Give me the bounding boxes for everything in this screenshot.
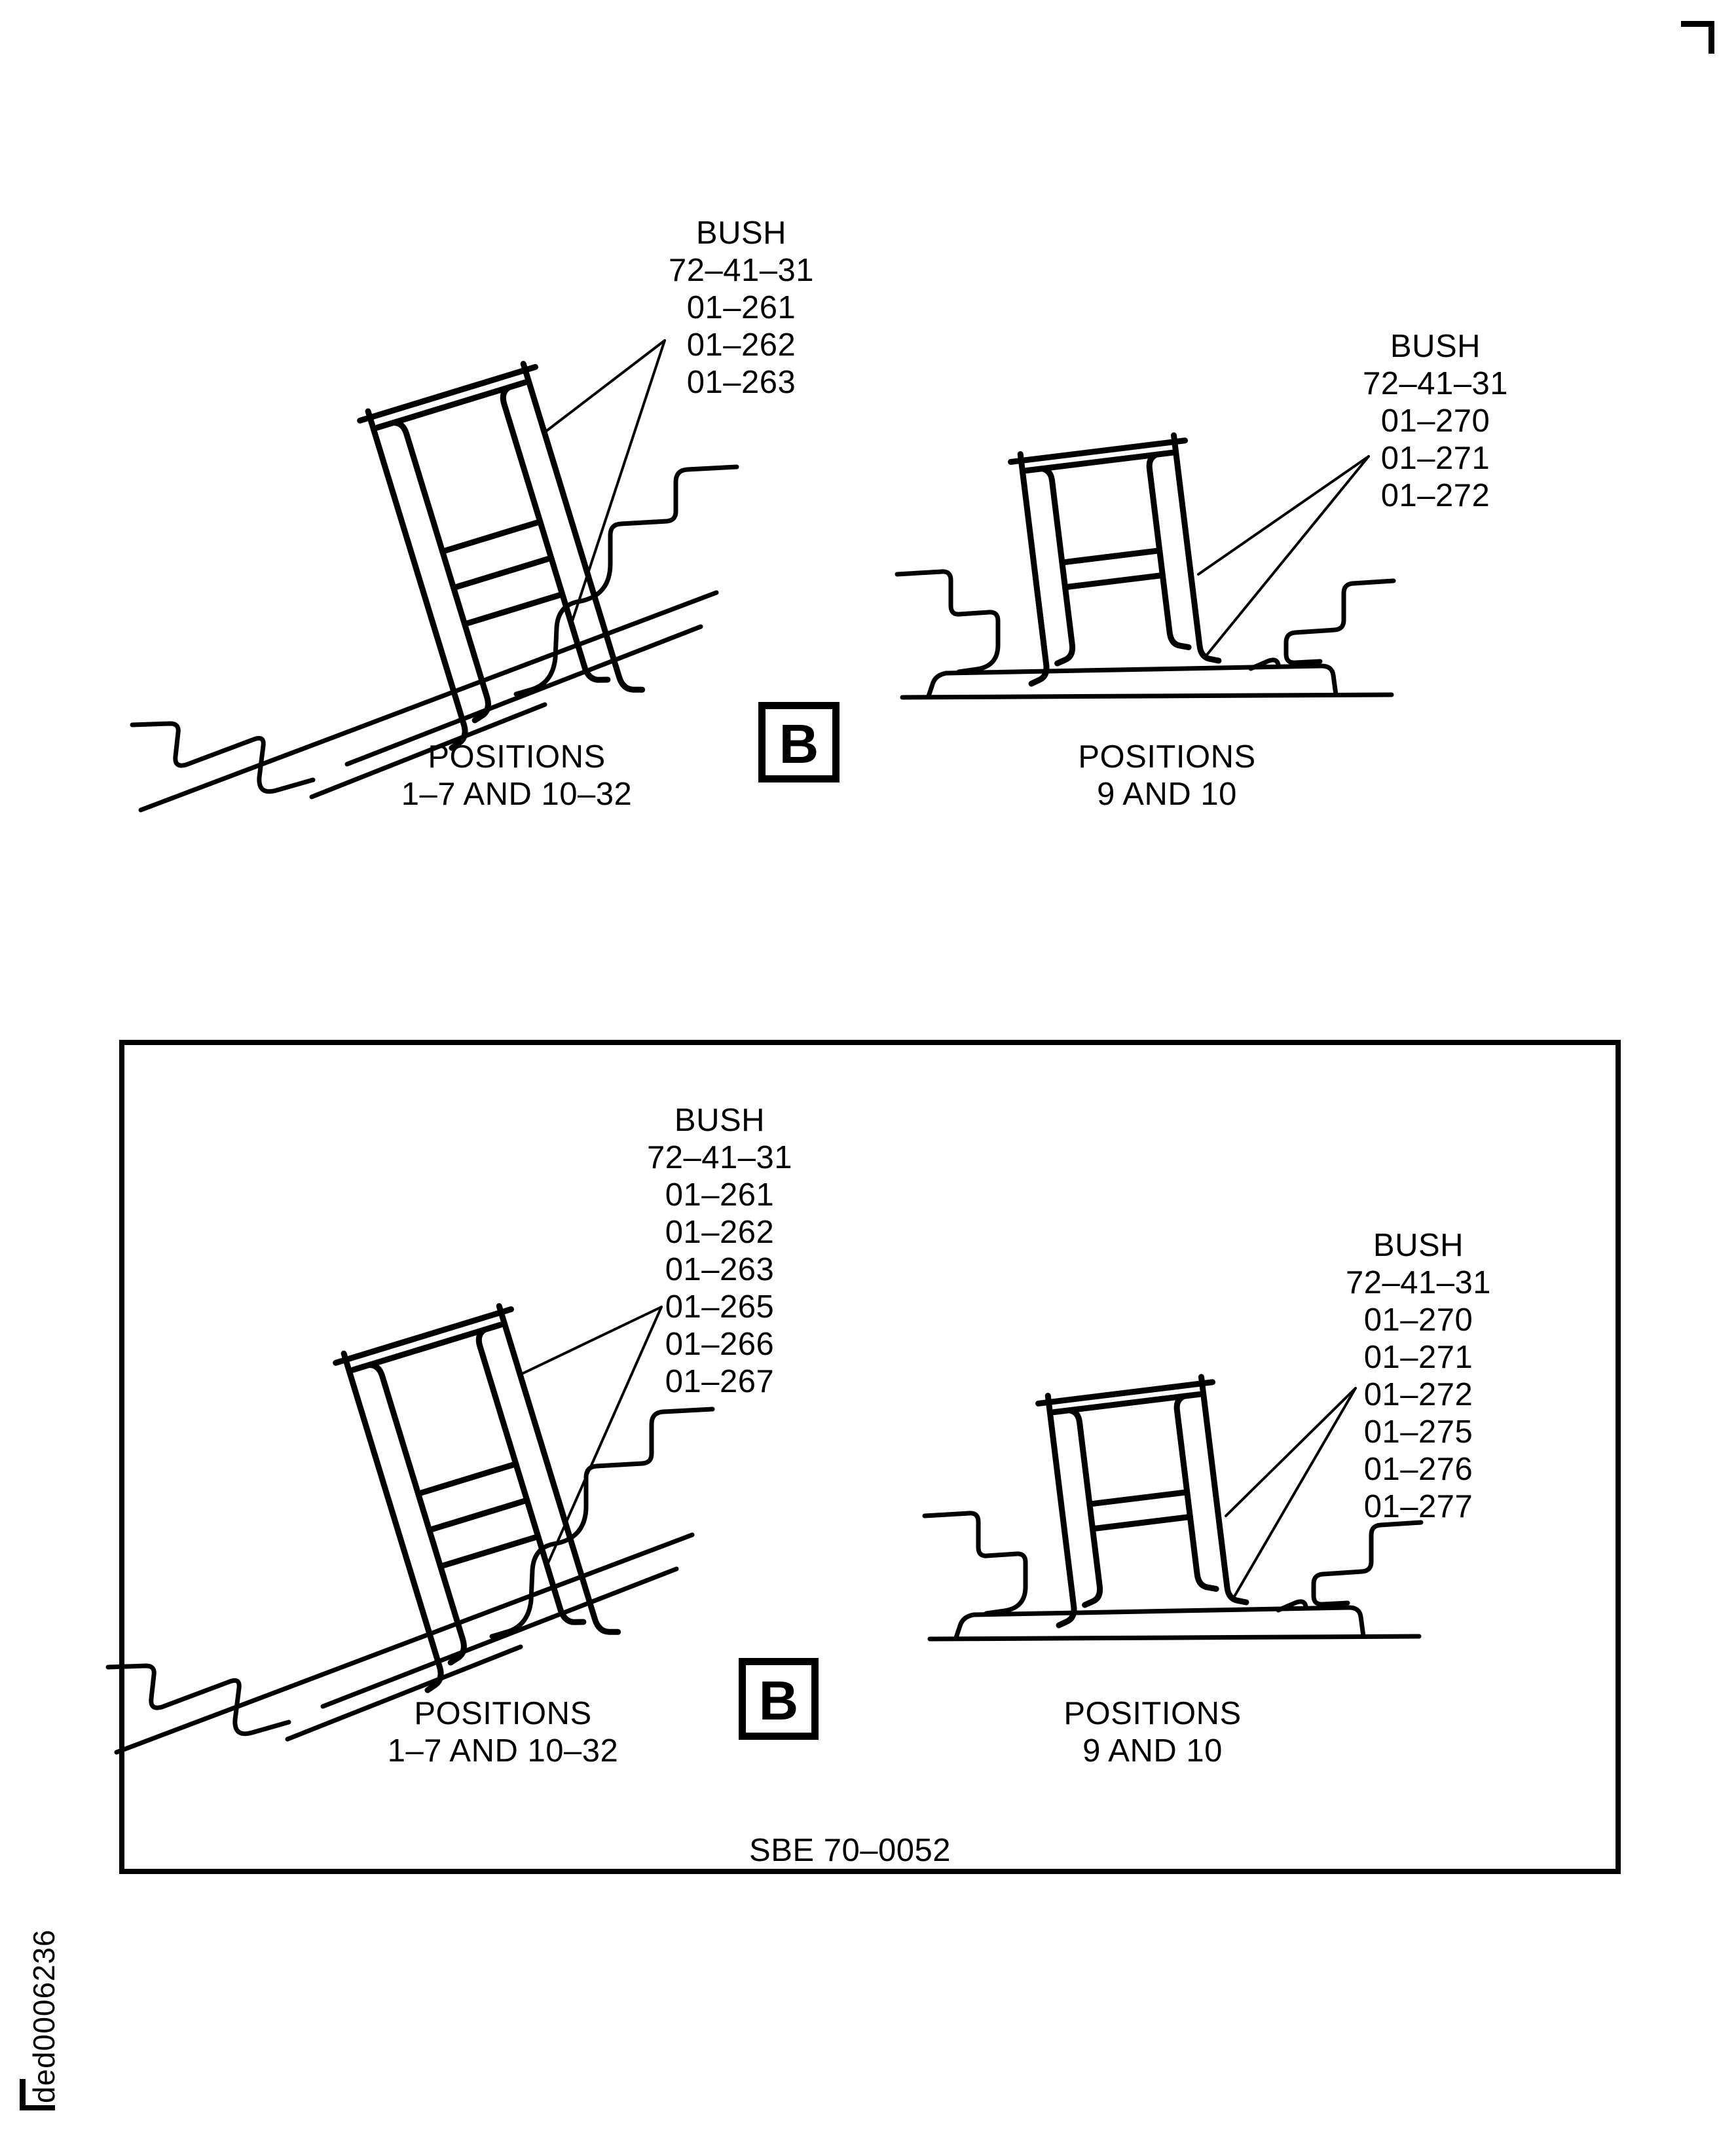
part-line: 01–263 <box>665 1252 775 1287</box>
part-line: BUSH <box>695 215 787 251</box>
positions-caption-bottom-left: POSITIONS 1–7 AND 10–32 <box>387 1696 619 1769</box>
sheet-code: ded0006236 <box>27 1929 61 2103</box>
part-line: 01–265 <box>665 1289 775 1325</box>
part-line: 72–41–31 <box>646 1140 793 1175</box>
part-line: 01–267 <box>665 1364 775 1399</box>
bush-part-label-bottom-right <box>1346 1227 1491 1526</box>
bush-part-label-top-left <box>669 215 814 401</box>
view-letter: B <box>779 712 819 775</box>
part-line: 72–41–31 <box>1345 1265 1492 1300</box>
part-line: BUSH <box>1373 1228 1464 1263</box>
part-line: 01–263 <box>686 365 796 400</box>
corner-mark-bottom-left <box>20 2105 55 2110</box>
part-line: 01–271 <box>1380 441 1490 476</box>
part-line: 01–275 <box>1363 1414 1473 1450</box>
part-line: 01–270 <box>1363 1302 1473 1338</box>
right-bush-drawing-top <box>897 433 1394 697</box>
part-line: 01–277 <box>1363 1489 1473 1524</box>
part-line: 01–271 <box>1363 1340 1473 1375</box>
positions-caption-bottom-right: POSITIONS 9 AND 10 <box>1063 1696 1242 1769</box>
view-letter: B <box>758 1669 799 1731</box>
bush-part-label-top-right <box>1363 328 1508 515</box>
part-line: 01–262 <box>686 327 796 363</box>
part-line: 01–261 <box>665 1177 775 1213</box>
part-line: 01–270 <box>1380 403 1490 439</box>
part-line: 72–41–31 <box>668 253 815 288</box>
corner-mark-top-right <box>1708 21 1714 54</box>
part-line: 01–261 <box>686 290 796 325</box>
part-line: BUSH <box>674 1103 766 1138</box>
part-line: 01–272 <box>1380 478 1490 513</box>
part-line: 01–276 <box>1363 1452 1473 1487</box>
part-line: 01–272 <box>1363 1377 1473 1412</box>
part-line: 01–266 <box>665 1327 775 1362</box>
positions-caption-top-right: POSITIONS 9 AND 10 <box>1078 739 1256 812</box>
part-line: BUSH <box>1390 329 1481 364</box>
drawing-reference: SBE 70–0052 <box>749 1833 951 1868</box>
part-line: 72–41–31 <box>1362 366 1509 401</box>
view-letter-box-bottom <box>739 1658 819 1740</box>
view-letter-box-top <box>758 702 840 782</box>
positions-caption-top-left: POSITIONS 1–7 AND 10–32 <box>401 739 633 812</box>
part-line: 01–262 <box>665 1215 775 1250</box>
bush-part-label-bottom-left <box>647 1102 792 1401</box>
